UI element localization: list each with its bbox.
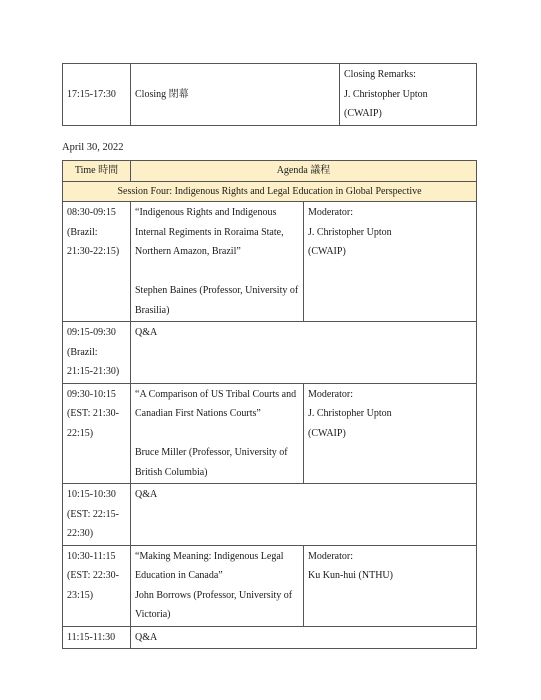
row-time: 11:15-11:30 <box>63 626 131 649</box>
agenda-header-row <box>63 161 477 182</box>
table-row <box>63 545 477 626</box>
row-content: Q&A <box>131 626 477 649</box>
session-row <box>63 182 477 202</box>
row-time: 09:15-09:30 (Brazil: 21:15-21:30) <box>63 322 131 384</box>
row-content: Q&A <box>131 484 477 546</box>
row-time: 09:30-10:15 (EST: 21:30- 22:15) <box>63 383 131 484</box>
time-column-header: Time 時間 <box>63 161 131 182</box>
agenda-table <box>62 160 477 649</box>
table-row <box>63 202 477 322</box>
table-row <box>63 626 477 649</box>
table-row <box>63 484 477 546</box>
table-row <box>63 383 477 484</box>
closing-row <box>63 64 477 126</box>
row-moderator: Moderator: J. Christopher Upton (CWAIP) <box>304 383 477 484</box>
row-time: 10:30-11:15 (EST: 22:30- 23:15) <box>63 545 131 626</box>
closing-table <box>62 63 477 126</box>
row-content: “Indigenous Rights and Indigenous Internal Regiments in Roraima State, Northern Amazon, Brazil” Stephen Baines (Professor, University of Brasilia) <box>131 202 304 322</box>
row-content: “A Comparison of US Tribal Courts and Canadian First Nations Courts” Bruce Miller (Professor, University of British Columbia) <box>131 383 304 484</box>
closing-title: Closing 閉幕 <box>131 64 340 126</box>
row-content: Q&A <box>131 322 477 384</box>
row-time: 08:30-09:15 (Brazil: 21:30-22:15) <box>63 202 131 322</box>
row-content: “Making Meaning: Indigenous Legal Education in Canada” John Borrows (Professor, University of Victoria) <box>131 545 304 626</box>
agenda-date: April 30, 2022 <box>62 142 124 153</box>
agenda-column-header: Agenda 議程 <box>131 161 477 182</box>
row-time: 10:15-10:30 (EST: 22:15- 22:30) <box>63 484 131 546</box>
row-moderator: Moderator: J. Christopher Upton (CWAIP) <box>304 202 477 322</box>
session-title: Session Four: Indigenous Rights and Legal Education in Global Perspective <box>63 182 477 202</box>
row-moderator: Moderator: Ku Kun-hui (NTHU) <box>304 545 477 626</box>
table-row <box>63 322 477 384</box>
closing-time: 17:15-17:30 <box>63 64 131 126</box>
closing-remarks: Closing Remarks: J. Christopher Upton (CWAIP) <box>340 64 477 126</box>
